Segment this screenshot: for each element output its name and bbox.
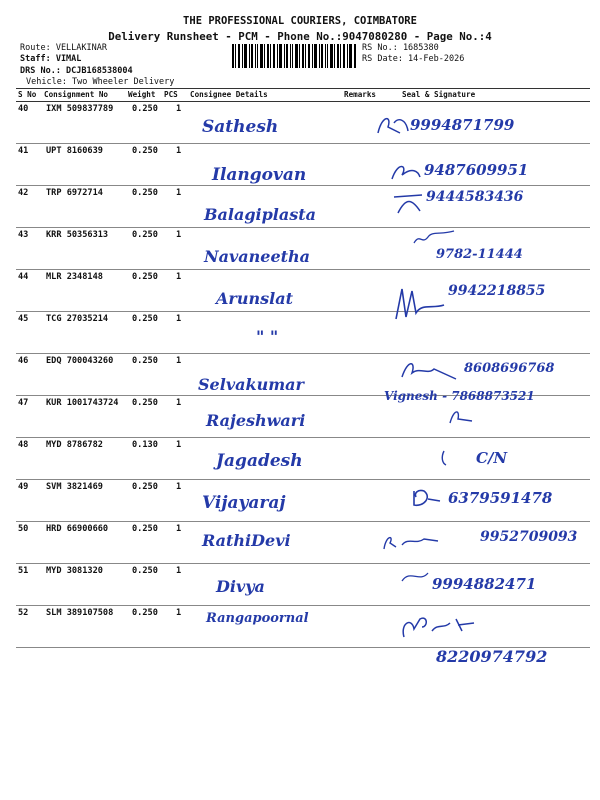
table-row (16, 185, 590, 228)
consignment-cell: HRD 66900660 (46, 524, 109, 534)
weight-cell: 0.250 (132, 188, 158, 198)
signature-mark (376, 113, 410, 137)
barcode-image (232, 44, 356, 68)
col-remarks: Remarks (344, 90, 377, 99)
pcs-cell: 1 (176, 608, 182, 618)
pcs-cell: 1 (176, 104, 182, 114)
consignment-cell: MYD 8786782 (46, 440, 103, 450)
table-row (16, 101, 590, 144)
table-header (16, 88, 590, 102)
sno-cell: 52 (18, 608, 29, 618)
signature-phone: 9952709093 (480, 529, 578, 545)
weight-cell: 0.250 (132, 272, 158, 282)
signature-phone: 9994882471 (432, 575, 537, 593)
pcs-cell: 1 (176, 146, 182, 156)
signature-mark (400, 567, 430, 585)
consignee-handwriting: Balagiplasta (204, 205, 316, 224)
sno-cell: 48 (18, 440, 29, 450)
pcs-cell: 1 (176, 314, 182, 324)
consignee-handwriting: Ilangovan (212, 165, 307, 185)
rs-number: RS No.: 1685380 (362, 43, 439, 53)
signature-phone: 9782-11444 (436, 247, 523, 262)
staff-label: Staff: VIMAL (20, 54, 82, 64)
consignment-cell: TCG 27035214 (46, 314, 109, 324)
consignee-handwriting: Navaneetha (204, 247, 311, 266)
signature-mark (436, 449, 452, 467)
consignment-cell: TRP 6972714 (46, 188, 103, 198)
table-row (16, 269, 590, 312)
weight-cell: 0.250 (132, 566, 158, 576)
pcs-cell: 1 (176, 440, 182, 450)
signature-mark (380, 531, 440, 553)
consignee-handwriting: RathiDevi (202, 531, 291, 550)
weight-cell: 0.250 (132, 356, 158, 366)
signature-phone: 9487609951 (424, 161, 529, 179)
weight-cell: 0.250 (132, 104, 158, 114)
pcs-cell: 1 (176, 188, 182, 198)
pcs-cell: 1 (176, 566, 182, 576)
consignment-cell: SVM 3821469 (46, 482, 103, 492)
sno-cell: 45 (18, 314, 29, 324)
consignment-cell: KUR 1001743724 (46, 398, 119, 408)
weight-cell: 0.250 (132, 608, 158, 618)
consignee-handwriting: Arunslat (216, 289, 293, 308)
signature-phone: Vignesh - 7868873521 (384, 389, 535, 403)
consignee-handwriting: Vijayaraj (202, 493, 286, 513)
table-row (16, 605, 590, 666)
weight-cell: 0.250 (132, 146, 158, 156)
pcs-cell: 1 (176, 272, 182, 282)
vehicle-label: Vehicle: Two Wheeler Delivery (26, 77, 175, 87)
signature-phone: C/N (476, 449, 508, 467)
sno-cell: 50 (18, 524, 29, 534)
consignment-cell: IXM 509837789 (46, 104, 114, 114)
pcs-cell: 1 (176, 524, 182, 534)
company-title: THE PROFESSIONAL COURIERS, COIMBATORE (183, 15, 417, 27)
col-consignment: Consignment No (44, 90, 109, 99)
sno-cell: 49 (18, 482, 29, 492)
consignee-handwriting: Rajeshwari (206, 411, 306, 430)
weight-cell: 0.130 (132, 440, 158, 450)
sno-cell: 51 (18, 566, 29, 576)
consignment-cell: MLR 2348148 (46, 272, 103, 282)
signature-mark (410, 487, 442, 509)
signature-mark (412, 227, 456, 247)
signature-phone: 8220974792 (436, 647, 548, 666)
signature-mark (398, 357, 458, 383)
consignee-handwriting: Selvakumar (198, 375, 304, 394)
consignment-cell: MYD 3081320 (46, 566, 103, 576)
table-row (16, 389, 590, 438)
rs-date: RS Date: 14-Feb-2026 (362, 54, 465, 64)
signature-mark (446, 405, 476, 427)
table-row (16, 227, 590, 270)
col-pcs: PCS (164, 90, 178, 99)
col-consignee: Consignee Details (190, 90, 268, 99)
col-seal-signature: Seal & Signature (402, 90, 476, 99)
col-sno: S No (18, 90, 37, 99)
sno-cell: 46 (18, 356, 29, 366)
signature-mark (388, 161, 422, 183)
consignment-cell: UPT 8160639 (46, 146, 103, 156)
table-row (16, 437, 590, 480)
col-weight: Weight (128, 90, 156, 99)
signature-phone: 9994871799 (410, 116, 515, 134)
drs-label: DRS No.: DCJB168538004 (20, 66, 133, 76)
pcs-cell: 1 (176, 356, 182, 366)
pcs-cell: 1 (176, 482, 182, 492)
table-row (16, 521, 590, 564)
signature-mark (398, 613, 478, 641)
table-row (16, 143, 590, 186)
consignee-handwriting: Jagadesh (216, 451, 303, 471)
weight-cell: 0.250 (132, 482, 158, 492)
sno-cell: 42 (18, 188, 29, 198)
signature-mark (392, 191, 424, 215)
runsheet-title: Delivery Runsheet - PCM - Phone No.:9047080280 - Page No.:4 (108, 30, 492, 43)
signature-phone: 9444583436 (426, 189, 524, 205)
weight-cell: 0.250 (132, 524, 158, 534)
consignee-handwriting: Sathesh (202, 117, 279, 137)
table-row (16, 563, 590, 606)
consignment-cell: EDQ 700043260 (46, 356, 114, 366)
sno-cell: 41 (18, 146, 29, 156)
consignee-handwriting: " " (256, 327, 279, 346)
sno-cell: 47 (18, 398, 29, 408)
consignee-handwriting: Divya (216, 577, 265, 596)
pcs-cell: 1 (176, 230, 182, 240)
weight-cell: 0.250 (132, 398, 158, 408)
weight-cell: 0.250 (132, 230, 158, 240)
sno-cell: 44 (18, 272, 29, 282)
consignment-cell: SLM 389107508 (46, 608, 114, 618)
signature-phone: 9942218855 (448, 283, 546, 299)
route-label: Route: VELLAKINAR (20, 43, 107, 53)
pcs-cell: 1 (176, 398, 182, 408)
consignee-handwriting: Rangapoornal (206, 611, 309, 626)
table-row (16, 479, 590, 522)
sno-cell: 40 (18, 104, 29, 114)
sno-cell: 43 (18, 230, 29, 240)
signature-phone: 8608696768 (464, 361, 555, 376)
consignment-cell: KRR 50356313 (46, 230, 109, 240)
table-row (16, 311, 590, 354)
signature-phone: 6379591478 (448, 489, 553, 507)
weight-cell: 0.250 (132, 314, 158, 324)
